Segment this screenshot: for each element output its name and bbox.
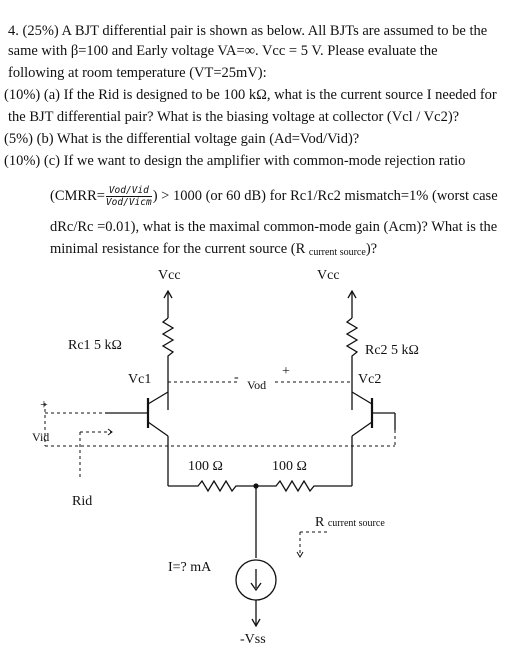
q2-emitter [352, 422, 372, 436]
q2-collector [352, 392, 372, 404]
problem-line-4: (10%) (a) If the Rid is designed to be 100 kΩ, what is the current source I needed for [4, 87, 497, 103]
rc2-label: Rc2 5 kΩ [365, 343, 419, 358]
vcc-right-label: Vcc [317, 268, 340, 283]
problem-line-10-sub: current source [308, 247, 366, 258]
problem-line-10-post: )? [365, 241, 378, 257]
problem-line-6: (5%) (b) What is the differential voltage gain (Ad=Vod/Vid)? [4, 131, 360, 147]
problem-line-7: (10%) (c) If we want to design the amplifier with common-mode rejection ratio [4, 153, 466, 169]
vod-label: Vod [247, 378, 267, 392]
vod-plus-label: + [282, 364, 290, 379]
rid-label: Rid [72, 494, 93, 509]
rc1-resistor [163, 318, 173, 410]
vid-plus-label: + [40, 398, 48, 413]
cmrr-numerator: Vod/Vid [106, 185, 152, 197]
re1-label: 100 Ω [188, 459, 223, 474]
problem-line-2: same with β=100 and Early voltage VA=∞. Vcc = 5 V. Please evaluate the [8, 43, 438, 59]
r-current-source-letter: R [315, 515, 325, 530]
problem-line-1: 4. (25%) A BJT differential pair is shown as below. All BJTs are assumed to be the [8, 23, 488, 39]
current-label: I=? mA [168, 560, 212, 575]
cmrr-suffix: ) > 1000 (or 60 dB) for Rc1/Rc2 mismatch=1% (worst case [152, 187, 498, 204]
problem-line-3: following at room temperature (VT=25mV): [8, 65, 267, 81]
cmrr-prefix: (CMRR= [50, 187, 105, 204]
vss-label: -Vss [240, 632, 266, 647]
vod-minus-label: - [234, 370, 239, 385]
vc2-label: Vc2 [358, 372, 382, 387]
r-current-source-label [315, 515, 385, 531]
vcc-left-label: Vcc [158, 268, 181, 283]
tail-node-dot [253, 483, 258, 488]
r-current-source-sub: current source [327, 518, 385, 529]
rc2-resistor [347, 318, 357, 410]
re2-label: 100 Ω [272, 459, 307, 474]
rc1-label: Rc1 5 kΩ [68, 338, 122, 353]
q1-emitter [148, 422, 168, 436]
problem-line-5: the BJT differential pair? What is the biasing voltage at collector (Vcl / Vc2)? [8, 109, 460, 125]
problem-line-9: dRc/Rc =0.01), what is the maximal common-mode gain (Acm)? What is the [50, 219, 498, 235]
re2-resistor [256, 481, 352, 491]
re1-resistor [168, 481, 256, 491]
vc1-label: Vc1 [128, 372, 152, 387]
q1-collector [148, 392, 168, 404]
vid-label: Vid [32, 430, 50, 444]
problem-line-10-pre: minimal resistance for the current source (R [50, 241, 309, 257]
cmrr-denominator: Vod/Vicm [105, 197, 152, 208]
